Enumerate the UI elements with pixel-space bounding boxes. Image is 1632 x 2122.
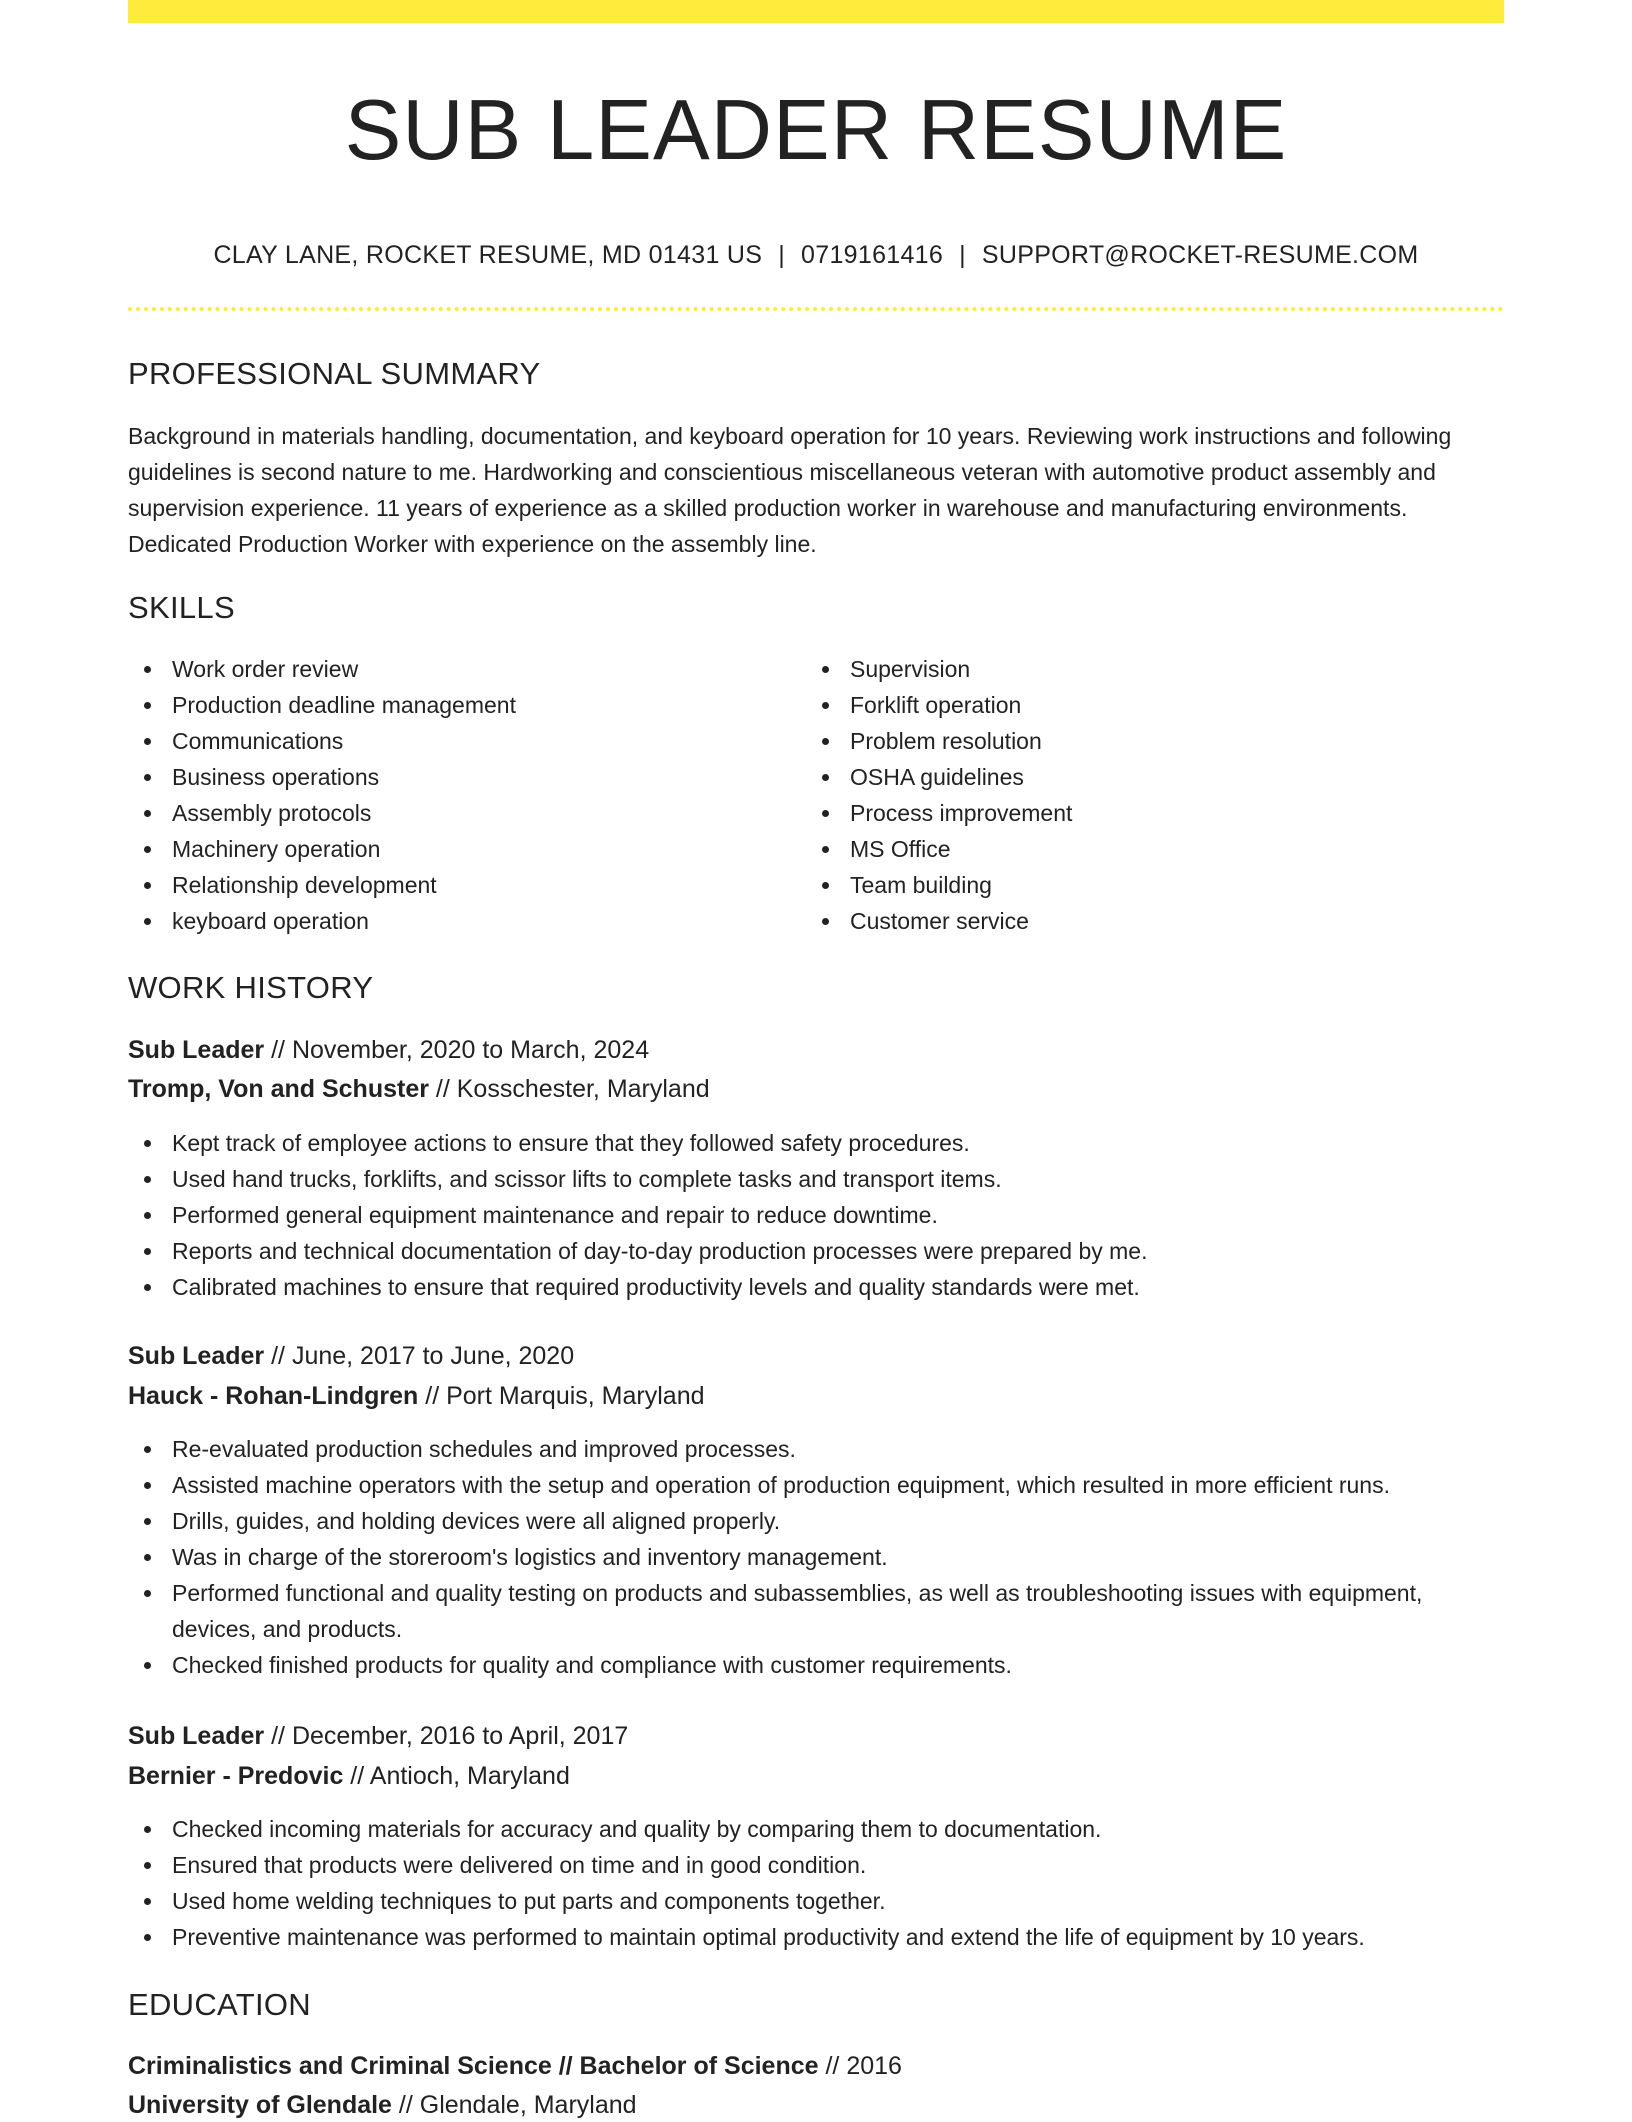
job-location: // Port Marquis, Maryland — [418, 1382, 705, 1410]
job-bullet: Checked finished products for quality and compliance with customer requirements. — [128, 1647, 1504, 1683]
job-bullet: Checked incoming materials for accuracy and quality by comparing them to documentation. — [128, 1811, 1504, 1847]
job-bullet: Kept track of employee actions to ensure that they followed safety procedures. — [128, 1125, 1504, 1161]
contact-phone: 0719161416 — [801, 241, 944, 269]
job-bullet-list — [128, 1811, 1504, 1955]
contact-line — [128, 238, 1504, 272]
job-title-line — [128, 1339, 574, 1373]
job-bullet: Calibrated machines to ensure that required productivity levels and quality standards were met. — [128, 1269, 1504, 1305]
job-bullet: Reports and technical documentation of day-to-day production processes were prepared by me. — [128, 1233, 1504, 1269]
job-title: Sub Leader — [128, 1722, 265, 1750]
skills-list-left — [128, 651, 768, 939]
resume-title: SUB LEADER RESUME — [344, 83, 1288, 178]
job-location: // Antioch, Maryland — [343, 1762, 570, 1790]
job-company-line — [128, 1379, 705, 1413]
job-bullet: Assisted machine operators with the setup and operation of production equipment, which resulted in more efficient runs. — [128, 1467, 1504, 1503]
education-degree: Criminalistics and Criminal Science // Bachelor of Science — [128, 2052, 819, 2080]
contact-email: SUPPORT@ROCKET-RESUME.COM — [981, 241, 1419, 269]
job-company: Hauck - Rohan-Lindgren — [128, 1382, 419, 1410]
skill-item: Problem resolution — [806, 723, 1504, 759]
job-bullet-list — [128, 1125, 1504, 1305]
job-title-line — [128, 1033, 649, 1067]
job-dates: // November, 2020 to March, 2024 — [264, 1036, 650, 1064]
contact-separator: | — [778, 241, 786, 269]
job-title-line — [128, 1719, 628, 1753]
top-accent-bar — [128, 0, 1504, 23]
contact-address: CLAY LANE, ROCKET RESUME, MD 01431 US — [213, 241, 763, 269]
job-bullet: Performed general equipment maintenance and repair to reduce downtime. — [128, 1197, 1504, 1233]
skills-heading: SKILLS — [128, 590, 235, 625]
job-bullet: Was in charge of the storeroom's logistics and inventory management. — [128, 1539, 1504, 1575]
job-bullet: Used home welding techniques to put parts and components together. — [128, 1883, 1504, 1919]
job-company: Tromp, Von and Schuster — [128, 1075, 429, 1103]
education-school-line — [128, 2088, 637, 2122]
job-title: Sub Leader — [128, 1036, 265, 1064]
skill-item: OSHA guidelines — [806, 759, 1504, 795]
skill-item: Team building — [806, 867, 1504, 903]
skill-item: Supervision — [806, 651, 1504, 687]
work-history-heading: WORK HISTORY — [128, 970, 374, 1005]
job-bullet: Drills, guides, and holding devices were all aligned properly. — [128, 1503, 1504, 1539]
education-location: // Glendale, Maryland — [391, 2091, 637, 2119]
summary-heading: PROFESSIONAL SUMMARY — [128, 356, 541, 391]
job-dates: // December, 2016 to April, 2017 — [264, 1722, 629, 1750]
skill-item: Business operations — [128, 759, 768, 795]
job-bullet: Performed functional and quality testing on products and subassemblies, as well as troubleshooting issues with equipment, devices, and products. — [128, 1575, 1504, 1647]
skill-item: Customer service — [806, 903, 1504, 939]
education-heading: EDUCATION — [128, 1987, 311, 2022]
skill-item: Communications — [128, 723, 768, 759]
resume-page — [128, 0, 1504, 2119]
job-bullet: Ensured that products were delivered on time and in good condition. — [128, 1847, 1504, 1883]
skill-item: Relationship development — [128, 867, 768, 903]
job-dates: // June, 2017 to June, 2020 — [264, 1342, 575, 1370]
education-degree-line — [128, 2049, 902, 2083]
skill-item: keyboard operation — [128, 903, 768, 939]
job-bullet: Re-evaluated production schedules and improved processes. — [128, 1431, 1504, 1467]
skill-item: Forklift operation — [806, 687, 1504, 723]
job-bullet-list — [128, 1431, 1504, 1683]
skill-item: Assembly protocols — [128, 795, 768, 831]
job-bullet: Preventive maintenance was performed to maintain optimal productivity and extend the life of equipment by 10 years. — [128, 1919, 1504, 1955]
job-location: // Kosschester, Maryland — [428, 1075, 710, 1103]
skill-item: Work order review — [128, 651, 768, 687]
header-divider — [128, 307, 1504, 311]
job-company-line — [128, 1759, 570, 1793]
skill-item: Machinery operation — [128, 831, 768, 867]
summary-text: Background in materials handling, documentation, and keyboard operation for 10 years. Reviewing work instructions and following guidelines is second nature to me. Hardworking and conscientious miscellaneous veteran with automotive product assembly and supervision experience. 11 years of experience as a skilled production worker in warehouse and manufacturing environments. Dedicated Production Worker with experience on the assembly line. — [128, 423, 1452, 557]
education-year: // 2016 — [818, 2052, 902, 2080]
job-title: Sub Leader — [128, 1342, 265, 1370]
education-school: University of Glendale — [128, 2091, 392, 2119]
contact-separator: | — [959, 241, 966, 269]
skill-item: Process improvement — [806, 795, 1504, 831]
job-company: Bernier - Predovic — [128, 1762, 344, 1790]
job-company-line — [128, 1072, 710, 1106]
skill-item: MS Office — [806, 831, 1504, 867]
skills-list-right — [806, 651, 1504, 939]
skill-item: Production deadline management — [128, 687, 768, 723]
job-bullet: Used hand trucks, forklifts, and scissor lifts to complete tasks and transport items. — [128, 1161, 1504, 1197]
